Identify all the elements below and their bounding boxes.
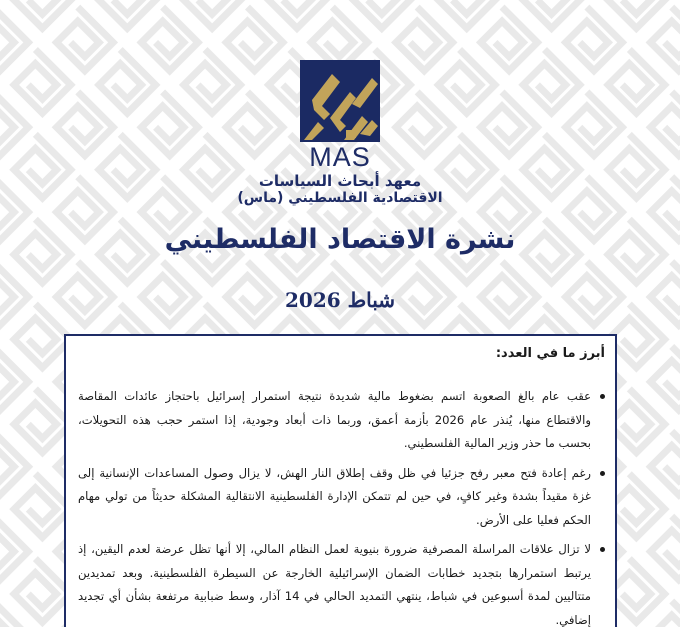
bullet-dot-icon bbox=[600, 547, 605, 552]
highlights-list bbox=[78, 385, 605, 627]
mas-logo-mark bbox=[300, 60, 380, 142]
highlight-item bbox=[78, 462, 605, 533]
bullet-dot-icon bbox=[600, 394, 605, 399]
highlight-text: رغم إعادة فتح معبر رفح جزئيا في ظل وقف إطلاق النار الهش، لا يزال وصول المساعدات الإنسانية إلى غزة مقيداً بشدة وغير كافٍ، في حين لم تتمكن الإدارة الفلسطينية الانتقالية المشكلة حديثاً من تولي مهام الحكم فعليا على الأرض. bbox=[78, 465, 591, 527]
bulletin-date: شباط 2026 bbox=[284, 288, 396, 312]
institute-name-line1: معهد أبحاث السياسات bbox=[258, 172, 422, 190]
highlight-text: لا تزال علاقات المراسلة المصرفية ضرورة بنيوية لعمل النظام المالي، إلا أنها تظل عرضة لعدم اليقين، إذ يرتبط استمرارها بتجديد خطابات الضمان الإسرائيلية الخارجة عن السيطرة الفلسطينية. وبعد تمديدين متتاليين لمدة أسبوعين في شباط، ينتهي التمديد الحالي في 14 آذار، وسط ضبابية مرتفعة بشأن أي تجديد إضافي. bbox=[78, 542, 592, 627]
bullet-dot-icon bbox=[600, 471, 605, 476]
bulletin-title: نشرة الاقتصاد الفلسطيني bbox=[164, 224, 516, 255]
institute-name-line2: الاقتصادية الفلسطيني (ماس) bbox=[237, 190, 443, 206]
highlight-text: عقب عام بالغ الصعوبة اتسم بضغوط مالية شديدة نتيجة استمرار إسرائيل باحتجاز عائدات المقاصة والاقتطاع منها، يُنذر عام 2026 بأزمة أعمق، وربما ذات أبعاد وجودية، إذا استمر حجب هذه التحويلات، بحسب ما حذر وزير المالية الفلسطيني. bbox=[78, 389, 591, 450]
highlights-box bbox=[64, 334, 617, 627]
highlight-item bbox=[78, 385, 605, 456]
highlight-item bbox=[78, 538, 605, 627]
highlights-heading: أبرز ما في العدد: bbox=[495, 346, 605, 361]
logo-pyramid-icon bbox=[300, 60, 380, 142]
logo-acronym: MAS bbox=[309, 142, 371, 172]
